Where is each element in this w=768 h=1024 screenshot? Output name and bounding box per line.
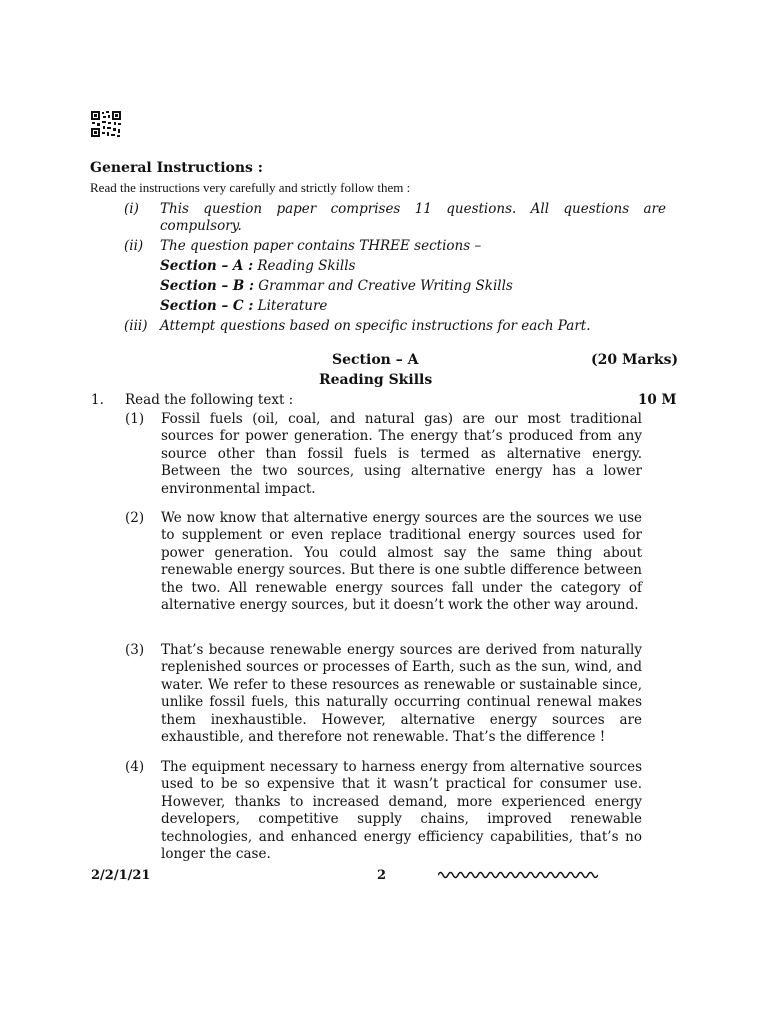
qr-code-icon [90, 110, 122, 138]
section-title: Section – A [332, 352, 419, 368]
instruction-text: Attempt questions based on specific instructions for each Part. [160, 318, 591, 334]
section-subtitle: Reading Skills [319, 372, 433, 388]
section-list-item [160, 258, 355, 274]
section-name: Literature [257, 298, 328, 314]
paper-code: 2/2/1/21 [91, 868, 151, 883]
section-list-item [160, 278, 513, 294]
passage-paragraph: The equipment necessary to harness energy from alternative sources used to be so expensive that it wasn’t practical for consumer use. However, thanks to increased demand, more experienced energy developers, competitive supply chains, improved renewable technologies, and enhanced energy efficiency capabilities, that’s no longer the case. [161, 759, 642, 863]
paragraph-number: (3) [125, 642, 145, 658]
instruction-number: (ii) [124, 238, 144, 254]
section-name: Grammar and Creative Writing Skills [258, 278, 513, 294]
question-prompt: Read the following text : [125, 392, 294, 408]
passage-paragraph: Fossil fuels (oil, coal, and natural gas) are our most traditional sources for power generation. The energy that’s produced from any source other than fossil fuels is termed as alternative energy. Between the two sources, using alternative energy has a lower environmental impact. [161, 411, 642, 497]
instruction-text-continued: compulsory. [160, 218, 242, 234]
section-label: Section – A : [160, 258, 254, 274]
instruction-number: (iii) [124, 318, 148, 334]
question-number: 1. [91, 392, 104, 408]
section-label: Section – C : [160, 298, 254, 314]
paragraph-number: (4) [125, 759, 145, 775]
general-instructions-intro: Read the instructions very carefully and strictly follow them : [90, 180, 411, 195]
paragraph-number: (2) [125, 510, 145, 526]
paragraph-number: (1) [125, 411, 145, 427]
passage-paragraph: We now know that alternative energy sources are the sources we use to supplement or even replace traditional energy sources used for power generation. You could almost say the same thing about renewable energy sources. But there is one subtle difference between the two. All renewable energy sources fall under the category of alternative energy sources, but it doesn’t work the other way around. [161, 510, 642, 614]
passage-paragraph: That’s because renewable energy sources are derived from naturally replenished sources or processes of Earth, such as the sun, wind, and water. We refer to these resources as renewable or sustainable since, unlike fossil fuels, this naturally occurring continual renewal makes them inexhaustible. However, alternative energy sources are exhaustible, and therefore not renewable. That’s the difference ! [161, 642, 642, 746]
general-instructions-title: General Instructions : [90, 160, 263, 176]
question-marks: 10 M [638, 392, 677, 408]
squiggle-line-icon [438, 869, 598, 881]
section-label: Section – B : [160, 278, 254, 294]
section-marks: (20 Marks) [591, 352, 679, 368]
instruction-text: The question paper contains THREE sections – [160, 238, 482, 254]
instruction-number: (i) [124, 201, 139, 217]
page-number: 2 [377, 868, 387, 883]
section-list-item [160, 298, 327, 314]
instruction-text: This question paper comprises 11 questions. All questions are [160, 201, 666, 217]
section-name: Reading Skills [257, 258, 356, 274]
